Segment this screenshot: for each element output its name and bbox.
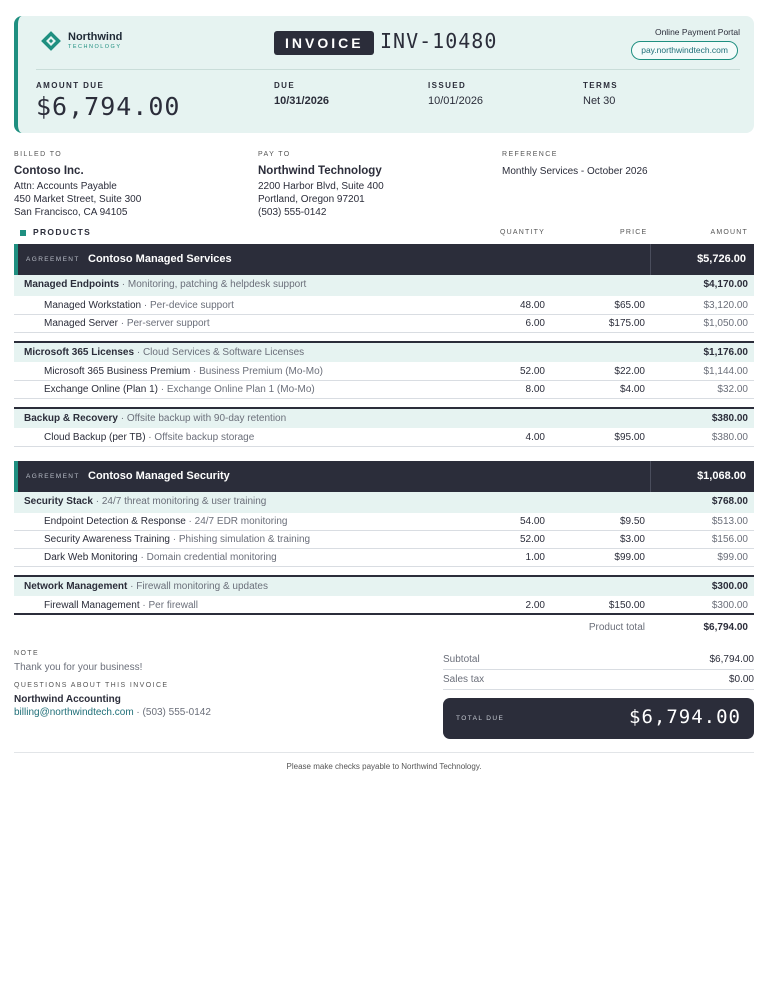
line-item-name: Cloud Backup (per TB) <box>44 432 146 443</box>
line-item-price: $150.00 <box>608 600 645 611</box>
line-item-label <box>44 318 210 329</box>
billed-to-line: San Francisco, CA 94105 <box>14 207 128 218</box>
line-item-amount: $1,050.00 <box>703 318 748 329</box>
line-item-amount: $3,120.00 <box>703 300 748 311</box>
line-item-label <box>44 384 315 395</box>
line-item-label <box>44 366 323 377</box>
payment-portal-link[interactable]: pay.northwindtech.com <box>631 41 738 60</box>
agreement-divider <box>650 244 651 275</box>
pay-to-line: 2200 Harbor Blvd, Suite 400 <box>258 181 384 192</box>
product-group-row <box>14 407 754 428</box>
product-group-amount: $4,170.00 <box>703 279 748 290</box>
product-group-label <box>24 347 304 358</box>
product-group-label <box>24 496 266 507</box>
line-item-amount: $513.00 <box>711 516 748 527</box>
billed-to-line: Attn: Accounts Payable <box>14 181 117 192</box>
separator: · <box>117 413 127 424</box>
line-item-label <box>44 432 254 443</box>
column-header-price: PRICE <box>620 229 648 236</box>
questions-contact-name: Northwind Accounting <box>14 694 121 705</box>
line-item-quantity: 52.00 <box>519 366 545 377</box>
line-item-name: Microsoft 365 Business Premium <box>44 366 191 377</box>
product-group-row <box>14 575 754 596</box>
line-item-quantity: 1.00 <box>525 552 545 563</box>
terms-value: Net 30 <box>583 95 616 107</box>
company-name: Northwind <box>68 31 123 43</box>
invoice-badge: INVOICE <box>274 31 374 55</box>
line-item-desc: 24/7 EDR monitoring <box>194 516 288 527</box>
due-value: 10/31/2026 <box>274 95 330 107</box>
line-item-desc: Business Premium (Mo-Mo) <box>199 366 323 377</box>
line-item-amount: $99.00 <box>717 552 748 563</box>
line-item-amount: $300.00 <box>711 600 748 611</box>
table-row <box>14 315 754 333</box>
amount-due-label: AMOUNT DUE <box>36 81 105 90</box>
product-group-name: Backup & Recovery <box>24 413 118 424</box>
line-item-price: $4.00 <box>619 384 645 395</box>
billing-email-link[interactable]: billing@northwindtech.com <box>14 707 134 718</box>
pay-to-block <box>258 148 384 219</box>
separator: · <box>127 581 137 592</box>
reference-block <box>502 148 648 178</box>
product-group-name: Security Stack <box>24 496 93 507</box>
table-row <box>14 531 754 549</box>
separator: · <box>117 318 127 329</box>
note-label: NOTE <box>14 650 40 657</box>
agreement-amount: $1,068.00 <box>697 470 746 482</box>
separator: · <box>92 496 102 507</box>
subtotal-row <box>443 650 754 670</box>
line-item-label <box>44 534 310 545</box>
invoice-header <box>14 16 754 133</box>
issued-date <box>428 81 483 107</box>
subtotal-label: Subtotal <box>443 654 480 665</box>
total-due-box <box>443 698 754 739</box>
separator: · <box>134 347 143 358</box>
line-item-price: $65.00 <box>614 300 645 311</box>
product-group-name: Managed Endpoints <box>24 279 119 290</box>
line-item-amount: $32.00 <box>717 384 748 395</box>
terms <box>583 81 618 107</box>
line-item-desc: Exchange Online Plan 1 (Mo-Mo) <box>166 384 315 395</box>
separator: · <box>137 552 147 563</box>
product-group-name: Network Management <box>24 581 128 592</box>
product-group-desc: Offsite backup with 90-day retention <box>126 413 287 424</box>
line-item-desc: Per firewall <box>148 600 198 611</box>
total-due-value: $6,794.00 <box>629 706 741 728</box>
line-item-name: Security Awareness Training <box>44 534 170 545</box>
line-item-price: $9.50 <box>619 516 645 527</box>
separator: · <box>157 384 167 395</box>
questions-label: QUESTIONS ABOUT THIS INVOICE <box>14 682 169 689</box>
product-total-value: $6,794.00 <box>703 622 748 633</box>
line-item-quantity: 52.00 <box>519 534 545 545</box>
company-tagline: TECHNOLOGY <box>68 44 122 50</box>
notes-block <box>14 650 334 718</box>
line-item-name: Managed Workstation <box>44 300 142 311</box>
line-item-desc: Phishing simulation & training <box>178 534 311 545</box>
billed-to-name: Contoso Inc. <box>14 165 84 177</box>
product-group-amount: $768.00 <box>711 496 748 507</box>
line-item-name: Endpoint Detection & Response <box>44 516 186 527</box>
product-group-desc: Cloud Services & Software Licenses <box>142 347 305 358</box>
line-item-price: $22.00 <box>614 366 645 377</box>
pay-to-label: PAY TO <box>258 151 291 158</box>
separator: · <box>185 516 195 527</box>
line-item-quantity: 6.00 <box>525 318 545 329</box>
company-logo <box>40 30 122 52</box>
separator: · <box>145 432 155 443</box>
line-item-amount: $380.00 <box>711 432 748 443</box>
product-group-label <box>24 581 268 592</box>
agreement-header <box>14 461 754 492</box>
product-group-row <box>14 492 754 513</box>
line-item-label <box>44 300 234 311</box>
pay-to-line: Portland, Oregon 97201 <box>258 194 365 205</box>
billed-to-line: 450 Market Street, Suite 300 <box>14 194 142 205</box>
billing-phone: (503) 555-0142 <box>142 707 211 718</box>
line-item-price: $95.00 <box>614 432 645 443</box>
line-item-label <box>44 516 287 527</box>
column-header-quantity: QUANTITY <box>500 229 545 236</box>
line-item-label <box>44 600 198 611</box>
invoice-number: INV-10480 <box>380 29 498 53</box>
line-item-desc: Offsite backup storage <box>154 432 255 443</box>
separator: · <box>119 279 128 290</box>
product-group-row <box>14 341 754 362</box>
separator: · <box>170 534 179 545</box>
table-row <box>14 549 754 567</box>
agreement-name: Contoso Managed Services <box>88 253 232 265</box>
agreement-name: Contoso Managed Security <box>88 470 230 482</box>
line-item-name: Firewall Management <box>44 600 140 611</box>
agreement-divider <box>650 461 651 492</box>
portal-label: Online Payment Portal <box>654 27 740 37</box>
sales-tax-label: Sales tax <box>443 674 485 685</box>
reference-value: Monthly Services - October 2026 <box>502 166 648 177</box>
line-item-price: $175.00 <box>608 318 645 329</box>
product-group-amount: $380.00 <box>711 413 748 424</box>
product-group-row <box>14 275 754 296</box>
agreement-tag: AGREEMENT <box>26 256 80 263</box>
separator: · <box>190 366 200 377</box>
due-label: DUE <box>274 81 296 90</box>
product-group-name: Microsoft 365 Licenses <box>24 347 135 358</box>
due-date <box>274 81 329 107</box>
separator: · <box>139 600 149 611</box>
contact-separator: · <box>133 707 143 718</box>
reference-label: REFERENCE <box>502 151 558 158</box>
billed-to-block <box>14 148 141 219</box>
line-item-quantity: 2.00 <box>525 600 545 611</box>
diamond-logo-icon <box>40 30 62 52</box>
sales-tax-row <box>443 670 754 690</box>
issued-label: ISSUED <box>428 81 467 90</box>
questions-contact <box>14 707 334 718</box>
line-item-desc: Per-server support <box>126 318 210 329</box>
note-text: Thank you for your business! <box>14 662 143 673</box>
amount-due-value: $6,794.00 <box>36 92 181 121</box>
product-group-amount: $300.00 <box>711 581 748 592</box>
billed-to-label: BILLED TO <box>14 151 63 158</box>
line-item-price: $3.00 <box>619 534 645 545</box>
sales-tax-value: $0.00 <box>728 674 754 685</box>
product-group-desc: Firewall monitoring & updates <box>136 581 268 592</box>
product-group-label <box>24 279 306 290</box>
footer-divider <box>14 752 754 753</box>
product-group-desc: Monitoring, patching & helpdesk support <box>127 279 307 290</box>
table-row <box>14 297 754 315</box>
line-item-name: Dark Web Monitoring <box>44 552 138 563</box>
products-title: PRODUCTS <box>33 227 92 237</box>
product-group-amount: $1,176.00 <box>703 347 748 358</box>
pay-to-line: (503) 555-0142 <box>258 207 327 218</box>
product-group-desc: 24/7 threat monitoring & user training <box>101 496 267 507</box>
line-item-name: Managed Server <box>44 318 118 329</box>
product-group-label <box>24 413 286 424</box>
line-item-name: Exchange Online (Plan 1) <box>44 384 158 395</box>
line-item-quantity: 48.00 <box>519 300 545 311</box>
line-item-amount: $156.00 <box>711 534 748 545</box>
subtotal-value: $6,794.00 <box>709 654 754 665</box>
line-item-quantity: 8.00 <box>525 384 545 395</box>
line-item-quantity: 4.00 <box>525 432 545 443</box>
line-item-desc: Per-device support <box>149 300 234 311</box>
separator: · <box>141 300 150 311</box>
line-item-quantity: 54.00 <box>519 516 545 527</box>
total-due-label: TOTAL DUE <box>456 715 505 722</box>
line-item-price: $99.00 <box>614 552 645 563</box>
agreement-header <box>14 244 754 275</box>
column-header-amount: AMOUNT <box>710 229 748 236</box>
table-row <box>14 597 754 615</box>
table-row <box>14 363 754 381</box>
agreement-tag: AGREEMENT <box>26 473 80 480</box>
section-marker-icon <box>20 230 26 236</box>
header-divider <box>36 69 740 70</box>
issued-value: 10/01/2026 <box>428 95 484 107</box>
table-row <box>14 513 754 531</box>
footer-note: Please make checks payable to Northwind Technology. <box>286 762 482 771</box>
agreement-amount: $5,726.00 <box>697 253 746 265</box>
line-item-label <box>44 552 277 563</box>
line-item-desc: Domain credential monitoring <box>146 552 277 563</box>
pay-to-name: Northwind Technology <box>258 165 382 177</box>
table-row <box>14 381 754 399</box>
terms-label: TERMS <box>583 81 618 90</box>
product-total-label: Product total <box>588 622 645 633</box>
products-header <box>14 227 754 239</box>
line-item-amount: $1,144.00 <box>703 366 748 377</box>
table-row <box>14 429 754 447</box>
